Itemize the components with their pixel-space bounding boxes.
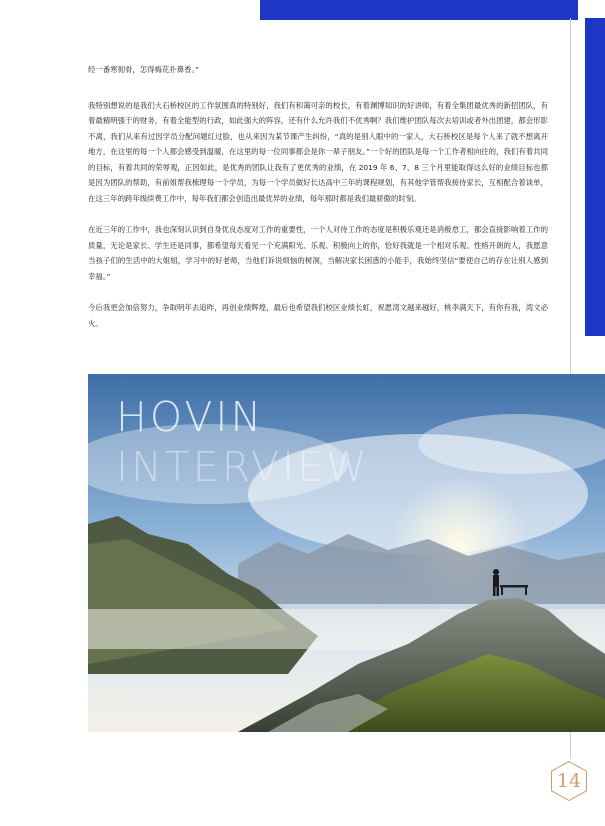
person-leg-left	[493, 587, 496, 596]
article-body	[88, 62, 548, 341]
banner-line-1: HOVIN	[116, 393, 265, 441]
page-number-badge	[548, 760, 590, 802]
top-accent-bar	[260, 0, 578, 20]
bench-leg-left	[501, 587, 503, 595]
person-leg-right	[497, 587, 500, 596]
mountain-landscape-photo	[88, 374, 605, 732]
hovin-interview-banner	[116, 392, 370, 492]
banner-line-2: INTERVIEW	[116, 443, 370, 491]
paragraph-4: 今后我更会加倍努力，争取明年去追昨，再创业绩辉煌，最后也希望我们校区业绩长虹，祝愿湾文越来越好，桃李满天下，有你有我，湾文必火。	[88, 303, 548, 328]
bench-leg-right	[525, 587, 527, 595]
paragraph-2: 我特别想说的是我们大石桥校区的工作氛围真的特别好，我们有和蔼可亲的校长，有着渊博知识的好讲师，有着全集团最优秀的新招团队，有着最精明强干的财务，有着全能型的行政，如此强大的阵容，还有什么允许我们不优秀啊？我们维护团队每次去培训或者外出团建，都会形影不离，我们从来有过因学员分配问题红过脸，也从来因为某节课产生纠纷，“真的是别人眼中的一家人，大石桥校区是每个人来了就不想离开地方，在这里的每一个人都会感受到温暖，在这里的每一位同事都会是你一辈子朋友。”一个好的团队是每一个工作者相向往的，我们有着共同的目标，有着共同的荣辱观，正因如此，是优秀的团队让我有了更优秀的业绩，在 2019 年 6、7、8 三个月里能取得这么好的业绩目标也都是因为团队的帮助，有前姐帮我梳理每一个学员，为每一个学员做好长达高中三年的课程规划，有其他学管帮我接待家长，互相配合着谈单，在这三年的跨年级续费工作中，每年我们都会创造出最优异的业绩，每年那时都是我们最骄傲的时刻。	[88, 100, 548, 203]
person-head	[493, 569, 499, 575]
paragraph-3: 在近三年的工作中，我也深刻认识到自身优良态度对工作的重要性，一个人对待工作的态度是积极乐观还是消极怠工，都会直接影响着工作的质量，无论是家长、学生还是同事，都希望每天看见一个充满阳光、乐观、积极向上的你，恰好我就是一个相对乐观、性格开朗的人，我愿意当孩子们的生活中的大姐姐，学习中的好老师，当他们诉说烦恼的树洞，当解决家长困惑的小能手，我始终坚信“要使自己的存在让别人感到幸福。”	[88, 225, 548, 281]
person-body	[493, 575, 499, 587]
paragraph-1: 经一番寒彻骨，怎得梅花扑鼻香。”	[88, 65, 199, 74]
page-number: 14	[556, 770, 582, 792]
bench-seat	[500, 585, 528, 588]
side-accent-bar	[585, 18, 605, 336]
